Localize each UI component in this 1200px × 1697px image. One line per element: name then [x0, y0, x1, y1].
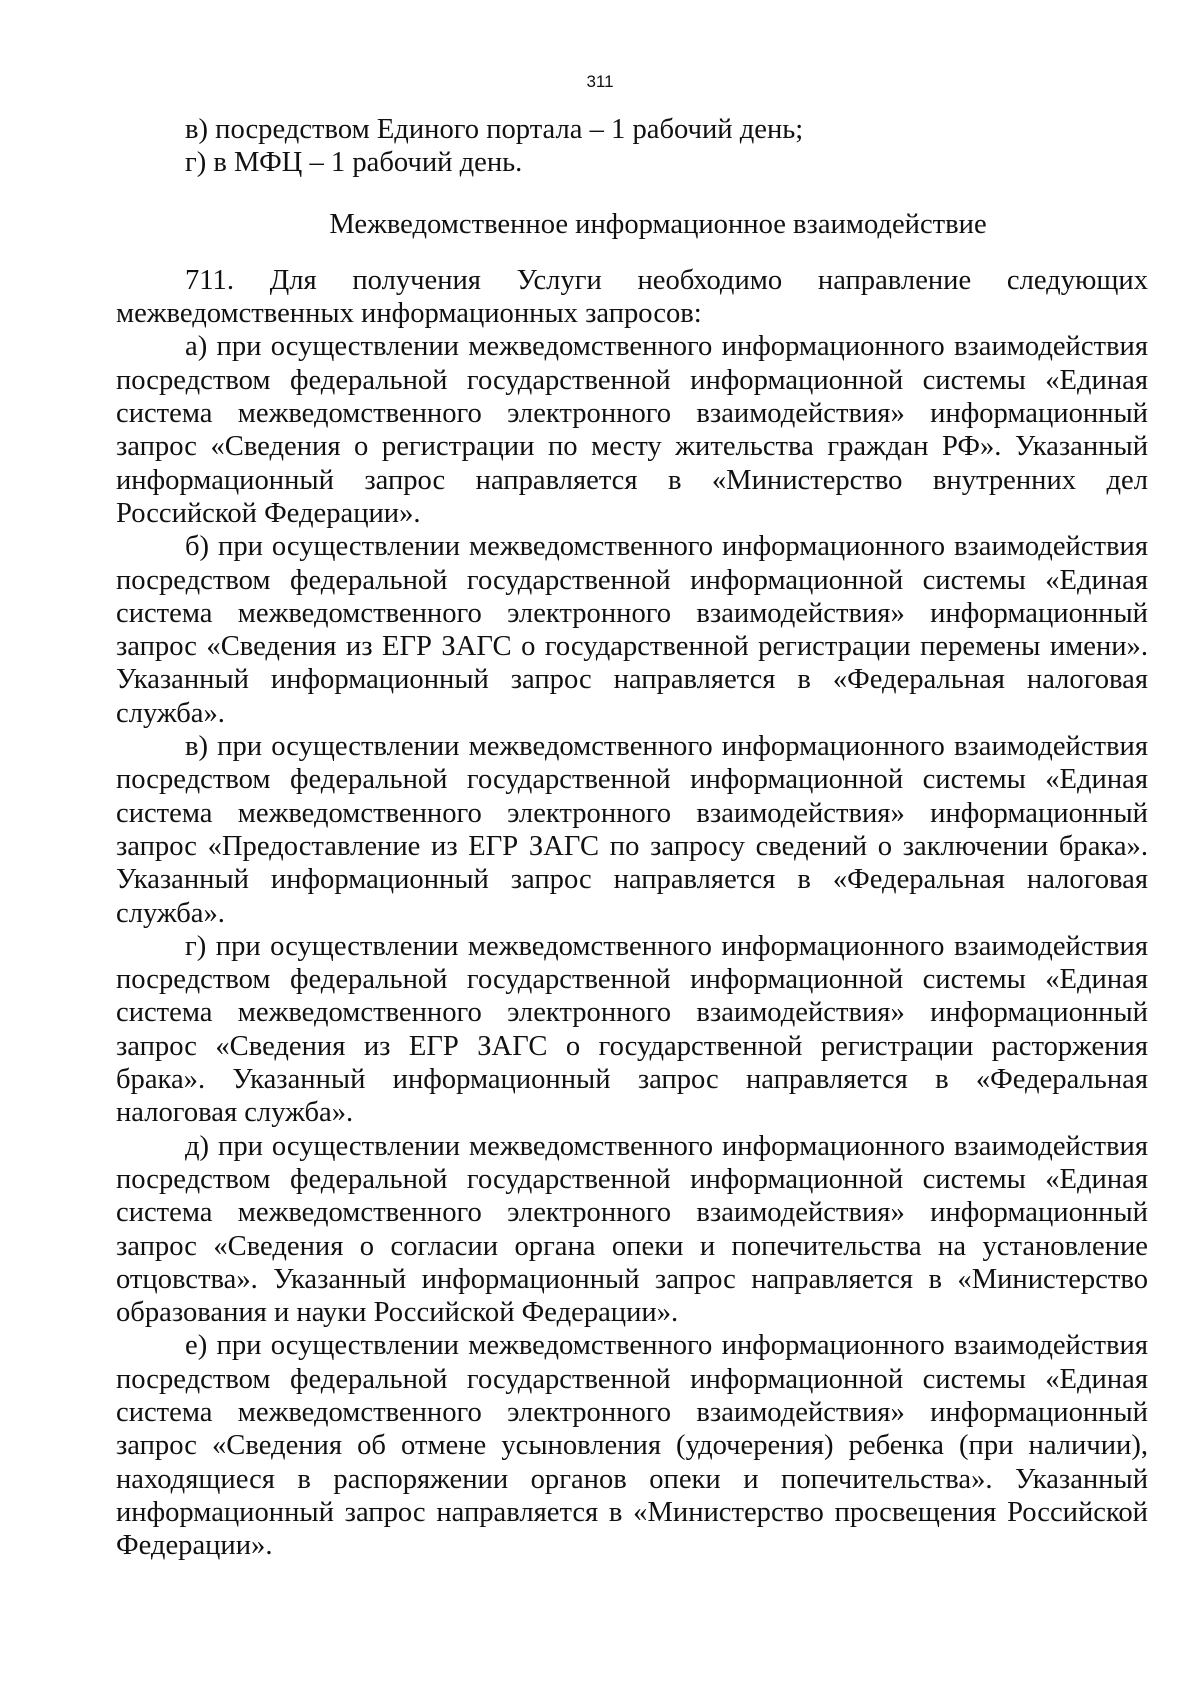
paragraph-item-b: б) при осуществлении межведомственного информационного взаимодействия посредством федеральной государственной информационной системы «Единая система межведомственного электронного взаимодействия» информационный запрос «Сведения из ЕГР ЗАГС о государственной регистрации перемены имени». Указанный информационный запрос направляется в «Федеральная налоговая служба». — [116, 531, 1148, 729]
page-number: 311 — [586, 72, 614, 91]
paragraph-item-v: в) при осуществлении межведомственного информационного взаимодействия посредством федеральной государственной информационной системы «Единая система межведомственного электронного взаимодействия» информационный запрос «Предоставление из ЕГР ЗАГС по запросу сведений о заключении брака». Указанный информационный запрос направляется в «Федеральная налоговая служба». — [116, 731, 1148, 929]
paragraph-item-d: д) при осуществлении межведомственного информационного взаимодействия посредством федеральной государственной информационной системы «Единая система межведомственного электронного взаимодействия» информационный запрос «Сведения о согласии органа опеки и попечительства на установление отцовства». Указанный информационный запрос направляется в «Министерство образования и науки Российской Федерации». — [116, 1130, 1148, 1329]
paragraph-item-e: е) при осуществлении межведомственного информационного взаимодействия посредством федеральной государственной информационной системы «Единая система межведомственного электронного взаимодействия» информационный запрос «Сведения об отмене усыновления (удочерения) ребенка (при наличии), находящиеся в распоряжении органов опеки и попечительства». Указанный информационный запрос направляется в «Министерство просвещения Российской Федерации». — [116, 1330, 1148, 1562]
section-heading: Межведомственное информационное взаимодействие — [329, 208, 987, 240]
paragraph-item-a: а) при осуществлении межведомственного информационного взаимодействия посредством федеральной государственной информационной системы «Единая система межведомственного электронного взаимодействия» информационный запрос «Сведения о регистрации по месту жительства граждан РФ». Указанный информационный запрос направляется в «Министерство внутренних дел Российской Федерации». — [116, 331, 1148, 529]
deadline-line-mfc: г) в МФЦ – 1 рабочий день. — [185, 147, 523, 179]
paragraph-item-g: г) при осуществлении межведомственного информационного взаимодействия посредством федеральной государственной информационной системы «Единая система межведомственного электронного взаимодействия» информационный запрос «Сведения из ЕГР ЗАГС о государственной регистрации расторжения брака». Указанный информационный запрос направляется в «Федеральная налоговая служба». — [116, 930, 1148, 1129]
deadline-line-portal: в) посредством Единого портала – 1 рабочий день; — [185, 114, 804, 145]
document-body — [116, 113, 1148, 1562]
paragraph-711: 711. Для получения Услуги необходимо направление следующих межведомственных информационных запросов: — [116, 264, 1148, 330]
